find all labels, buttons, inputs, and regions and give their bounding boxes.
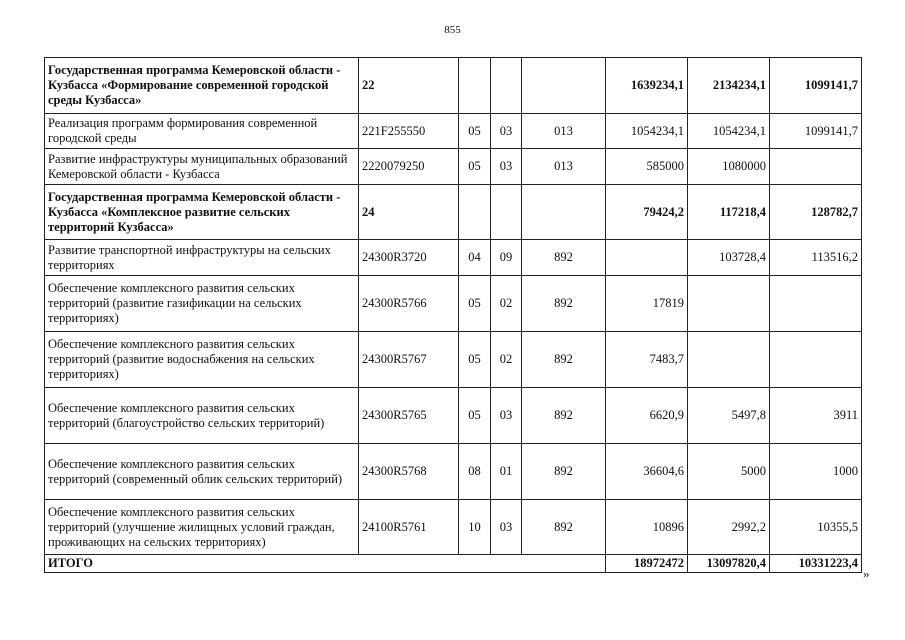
value-year-2-cell <box>688 332 770 388</box>
section-cell: 05 <box>459 276 491 332</box>
program-name-cell: Государственная программа Кемеровской области - Кузбасса «Формирование современной городской среды Кузбасса» <box>45 58 359 114</box>
target-code-cell: 24300R5767 <box>359 332 459 388</box>
value-year-3-cell: 1099141,7 <box>770 114 862 149</box>
program-name-cell: Обеспечение комплексного развития сельских территорий (современный облик сельских территорий) <box>45 444 359 500</box>
table-row <box>45 185 862 240</box>
program-name-cell: Развитие инфраструктуры муниципальных образований Кемеровской области - Кузбасса <box>45 149 359 185</box>
value-year-2-cell: 2992,2 <box>688 500 770 555</box>
value-year-3-cell: 128782,7 <box>770 185 862 240</box>
expense-type-cell: 013 <box>522 114 606 149</box>
expense-type-cell <box>522 185 606 240</box>
value-year-1-cell: 585000 <box>606 149 688 185</box>
value-year-1-cell: 10896 <box>606 500 688 555</box>
target-code-cell: 24300R3720 <box>359 240 459 276</box>
value-year-2-cell <box>688 276 770 332</box>
expense-type-cell: 892 <box>522 240 606 276</box>
total-value-2: 13097820,4 <box>688 555 770 573</box>
target-code-cell: 24 <box>359 185 459 240</box>
budget-table <box>44 57 862 573</box>
section-cell: 10 <box>459 500 491 555</box>
expense-type-cell: 892 <box>522 500 606 555</box>
table-row <box>45 240 862 276</box>
expense-type-cell <box>522 58 606 114</box>
value-year-2-cell: 103728,4 <box>688 240 770 276</box>
table-row <box>45 114 862 149</box>
subsection-cell: 01 <box>491 444 522 500</box>
value-year-1-cell: 6620,9 <box>606 388 688 444</box>
subsection-cell: 02 <box>491 276 522 332</box>
value-year-1-cell: 79424,2 <box>606 185 688 240</box>
subsection-cell: 03 <box>491 500 522 555</box>
value-year-2-cell: 117218,4 <box>688 185 770 240</box>
value-year-3-cell: 1000 <box>770 444 862 500</box>
target-code-cell: 24300R5765 <box>359 388 459 444</box>
program-name-cell: Обеспечение комплексного развития сельских территорий (развитие газификации на сельских территориях) <box>45 276 359 332</box>
value-year-3-cell: 3911 <box>770 388 862 444</box>
value-year-3-cell <box>770 332 862 388</box>
target-code-cell: 2220079250 <box>359 149 459 185</box>
value-year-2-cell: 5497,8 <box>688 388 770 444</box>
value-year-3-cell: 113516,2 <box>770 240 862 276</box>
target-code-cell: 221F255550 <box>359 114 459 149</box>
subsection-cell: 02 <box>491 332 522 388</box>
section-cell: 05 <box>459 149 491 185</box>
value-year-1-cell: 17819 <box>606 276 688 332</box>
total-value-3: 10331223,4 <box>770 555 862 573</box>
table-row <box>45 332 862 388</box>
expense-type-cell: 892 <box>522 444 606 500</box>
expense-type-cell: 892 <box>522 276 606 332</box>
closing-quote-mark: » <box>863 566 870 581</box>
page-number: 855 <box>444 24 461 36</box>
value-year-3-cell <box>770 149 862 185</box>
value-year-2-cell: 5000 <box>688 444 770 500</box>
section-cell: 05 <box>459 388 491 444</box>
value-year-3-cell: 1099141,7 <box>770 58 862 114</box>
section-cell <box>459 185 491 240</box>
program-name-cell: Государственная программа Кемеровской области - Кузбасса «Комплексное развитие сельских территорий Кузбасса» <box>45 185 359 240</box>
expense-type-cell: 892 <box>522 388 606 444</box>
value-year-2-cell: 1054234,1 <box>688 114 770 149</box>
section-cell: 08 <box>459 444 491 500</box>
target-code-cell: 24300R5766 <box>359 276 459 332</box>
section-cell: 04 <box>459 240 491 276</box>
table-row <box>45 58 862 114</box>
subsection-cell <box>491 185 522 240</box>
value-year-3-cell: 10355,5 <box>770 500 862 555</box>
table-row <box>45 149 862 185</box>
total-value-1: 18972472 <box>606 555 688 573</box>
program-name-cell: Развитие транспортной инфраструктуры на сельских территориях <box>45 240 359 276</box>
target-code-cell: 24300R5768 <box>359 444 459 500</box>
value-year-2-cell: 2134234,1 <box>688 58 770 114</box>
target-code-cell: 22 <box>359 58 459 114</box>
subsection-cell: 03 <box>491 388 522 444</box>
expense-type-cell: 892 <box>522 332 606 388</box>
table-row <box>45 388 862 444</box>
value-year-1-cell: 1639234,1 <box>606 58 688 114</box>
section-cell <box>459 58 491 114</box>
value-year-1-cell: 7483,7 <box>606 332 688 388</box>
subsection-cell: 09 <box>491 240 522 276</box>
program-name-cell: Обеспечение комплексного развития сельских территорий (улучшение жилищных условий граждан, проживающих на сельских территориях) <box>45 500 359 555</box>
value-year-1-cell: 1054234,1 <box>606 114 688 149</box>
value-year-1-cell: 36604,6 <box>606 444 688 500</box>
program-name-cell: Реализация программ формирования современной городской среды <box>45 114 359 149</box>
subsection-cell: 03 <box>491 114 522 149</box>
expense-type-cell: 013 <box>522 149 606 185</box>
table-row <box>45 444 862 500</box>
subsection-cell <box>491 58 522 114</box>
value-year-1-cell <box>606 240 688 276</box>
program-name-cell: Обеспечение комплексного развития сельских территорий (развитие водоснабжения на сельских территориях) <box>45 332 359 388</box>
total-row <box>45 555 862 573</box>
target-code-cell: 24100R5761 <box>359 500 459 555</box>
program-name-cell: Обеспечение комплексного развития сельских территорий (благоустройство сельских территорий) <box>45 388 359 444</box>
section-cell: 05 <box>459 332 491 388</box>
subsection-cell: 03 <box>491 149 522 185</box>
table-row <box>45 276 862 332</box>
value-year-2-cell: 1080000 <box>688 149 770 185</box>
value-year-3-cell <box>770 276 862 332</box>
section-cell: 05 <box>459 114 491 149</box>
table-row <box>45 500 862 555</box>
total-label: ИТОГО <box>45 555 606 573</box>
